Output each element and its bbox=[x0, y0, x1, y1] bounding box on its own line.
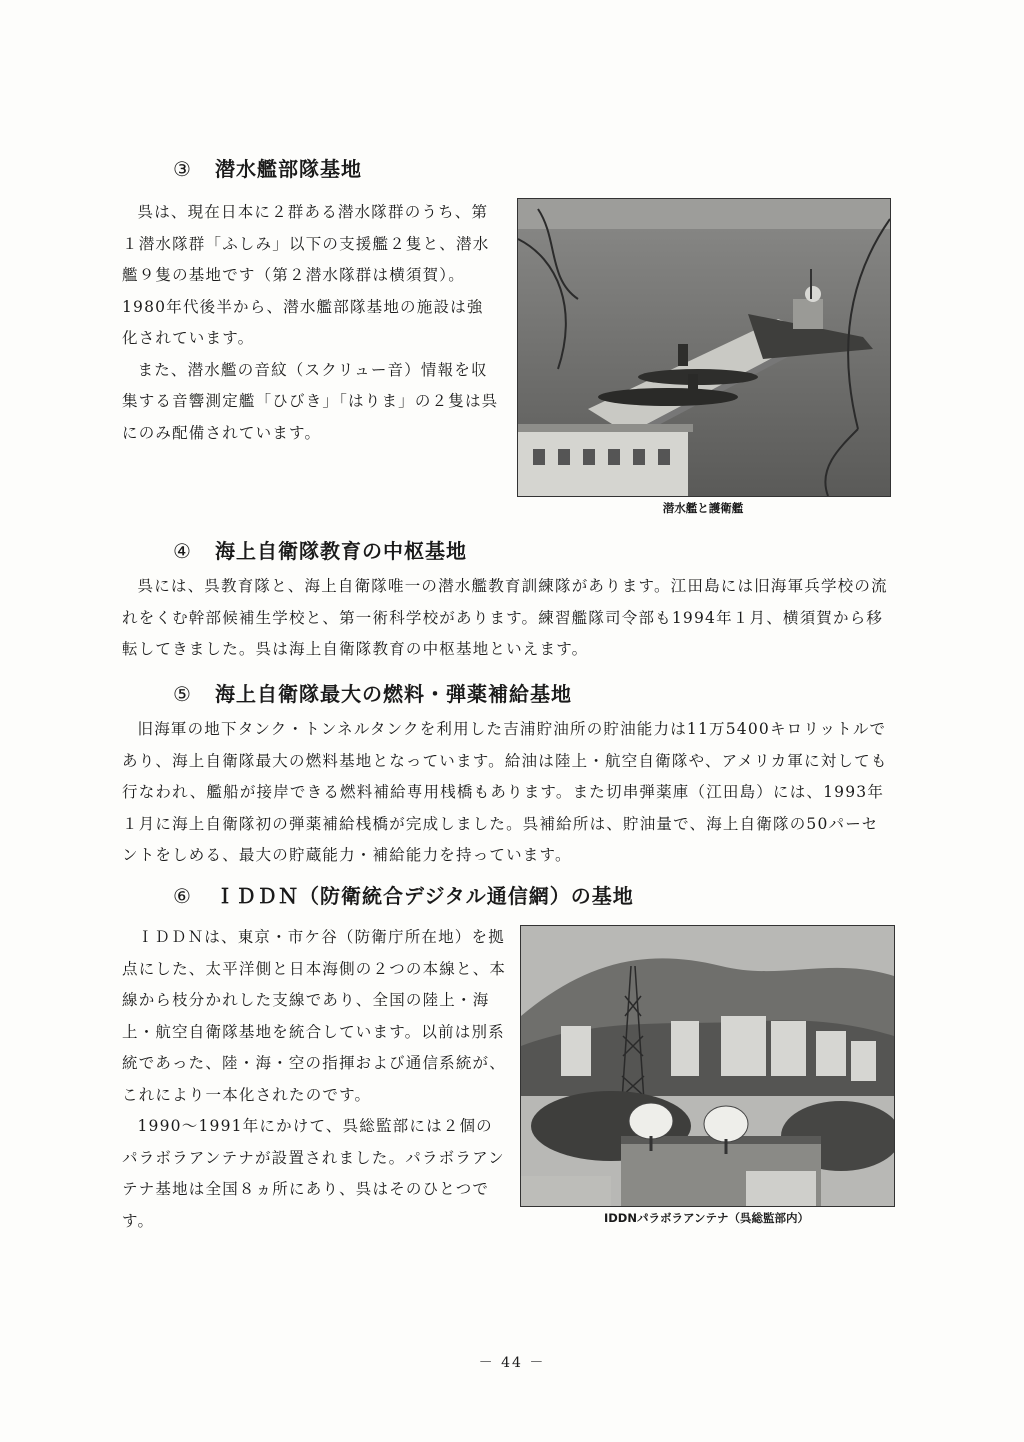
section-6-body bbox=[122, 922, 507, 1237]
section-3-number: ③ bbox=[173, 157, 192, 181]
section-3-paragraph-2: また、潜水艦の音紋（スクリュー音）情報を収集する音響測定艦「ひびき」「はりま」の２隻は呉にのみ配備されています。 bbox=[122, 360, 499, 442]
section-6-title: ＩＤＤＮ（防衛統合デジタル通信網）の基地 bbox=[215, 884, 634, 908]
page-number: － 44 － bbox=[478, 1355, 546, 1371]
section-5-title: 海上自衛隊最大の燃料・弾薬補給基地 bbox=[215, 682, 572, 706]
photo-iddn-parabolic-antennas bbox=[520, 925, 895, 1207]
section-6-paragraph-2: 1990～1991年にかけて、呉総監部には２個のパラボラアンテナが設置されました。パラボラアンテナ基地は全国８ヵ所にあり、呉はそのひとつです。 bbox=[122, 1117, 505, 1230]
section-5-paragraph-1: 旧海軍の地下タンク・トンネルタンクを利用した吉浦貯油所の貯油能力は11万5400キロリットルであり、海上自衛隊最大の燃料基地となっています。給油は陸上・航空自衛隊や、アメリカ軍に対しても行なわれ、艦船が接岸できる燃料補給専用桟橋もあります。また切串弾薬庫（江田島）には、1993年１月に海上自衛隊初の弾薬補給桟橋が完成しました。呉補給所は、貯油量で、海上自衛隊の50パーセントをしめる、最大の貯蔵能力・補給能力を持っています。 bbox=[122, 720, 888, 864]
section-4-title: 海上自衛隊教育の中枢基地 bbox=[215, 539, 467, 563]
photo-submarines-and-destroyer bbox=[517, 198, 891, 497]
section-5-body bbox=[122, 714, 894, 872]
photo-caption-iddn: IDDNパラボラアンテナ（呉総監部内） bbox=[603, 1211, 810, 1225]
section-4-number: ④ bbox=[173, 539, 192, 563]
section-4-paragraph-1: 呉には、呉教育隊と、海上自衛隊唯一の潜水艦教育訓練隊があります。江田島には旧海軍兵学校の流れをくむ幹部候補生学校と、第一術科学校があります。練習艦隊司令部も1994年１月、横須賀から移転してきました。呉は海上自衛隊教育の中枢基地といえます。 bbox=[122, 577, 888, 658]
section-4-body bbox=[122, 571, 894, 666]
section-5-heading bbox=[173, 678, 572, 707]
section-3-heading bbox=[173, 153, 362, 182]
section-6-paragraph-1: ＩＤＤＮは、東京・市ケ谷（防衛庁所在地）を拠点にした、太平洋側と日本海側の２つの本線と、本線から枝分かれした支線であり、全国の陸上・海上・航空自衛隊基地を統合しています。以前は別系統であった、陸・海・空の指揮および通信系統が、これにより一本化されたのです。 bbox=[122, 928, 507, 1104]
photo-caption-submarines: 潜水艦と護衛艦 bbox=[662, 501, 744, 515]
section-3-body bbox=[122, 197, 500, 449]
section-6-heading bbox=[173, 880, 634, 909]
section-3-title: 潜水艦部隊基地 bbox=[215, 157, 362, 181]
section-6-number: ⑥ bbox=[173, 884, 192, 908]
section-5-number: ⑤ bbox=[173, 682, 192, 706]
section-4-heading bbox=[173, 535, 467, 564]
section-3-paragraph-1: 呉は、現在日本に２群ある潜水隊群のうち、第１潜水隊群「ふしみ」以下の支援艦２隻と、潜水艦９隻の基地です（第２潜水隊群は横須賀）。1980年代後半から、潜水艦部隊基地の施設は強化されています。 bbox=[122, 203, 490, 347]
